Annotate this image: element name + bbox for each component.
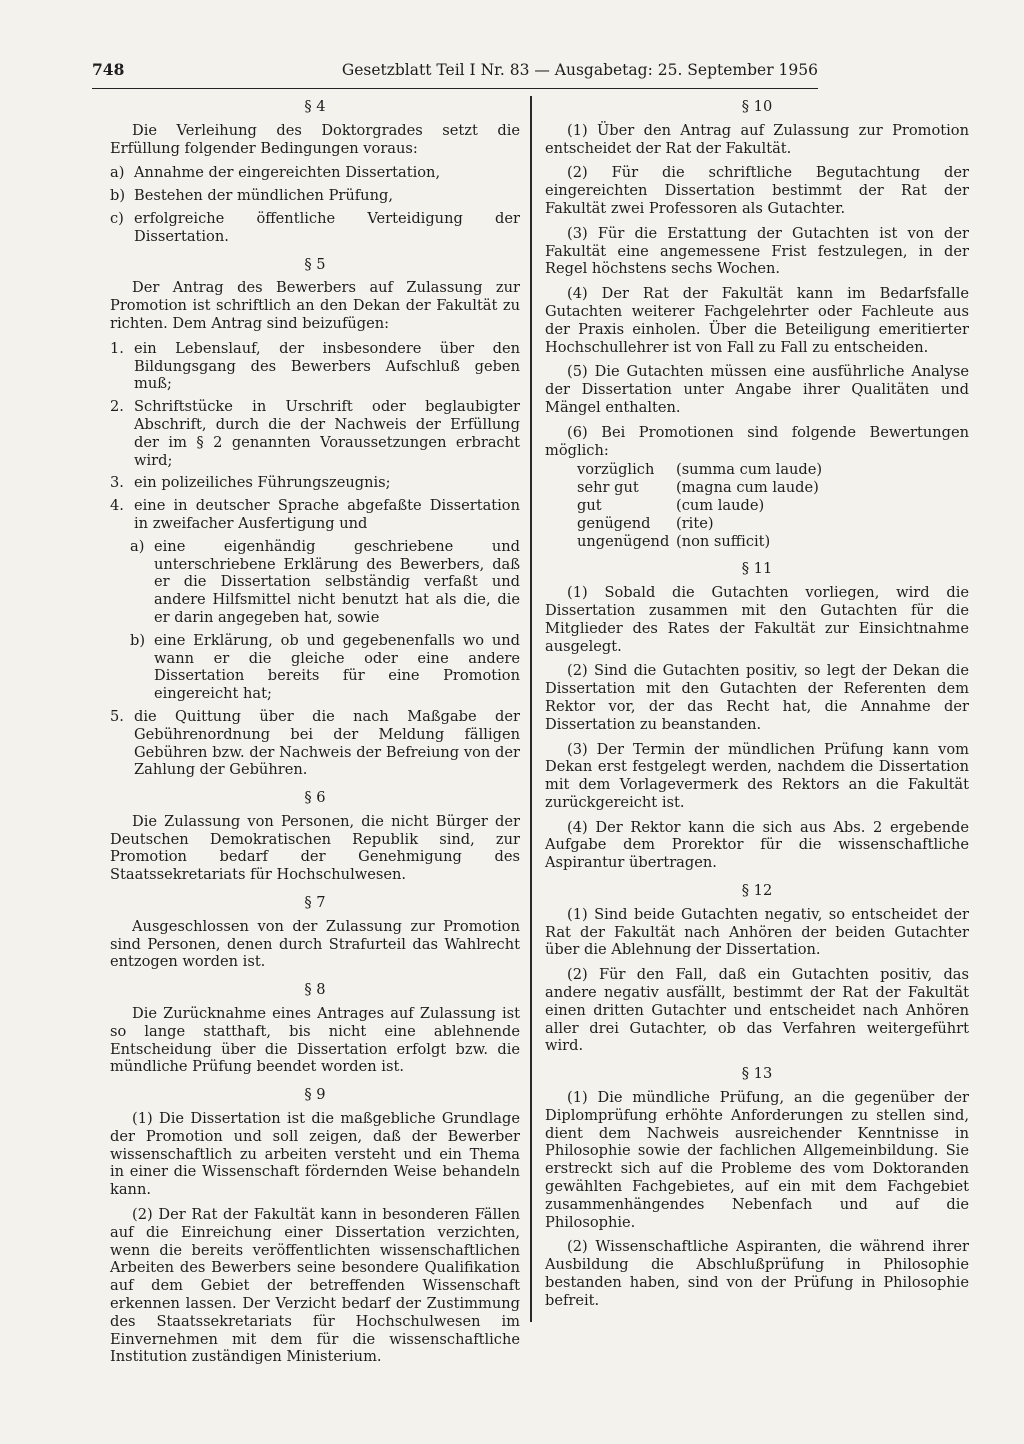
list-item: a) Annahme der eingereichten Dissertation,: [110, 164, 441, 182]
paragraph: Die Verleihung des Doktorgrades setzt die Erfüllung folgender Bedingungen voraus:: [110, 121, 520, 157]
column-divider: [530, 96, 532, 1322]
paragraph: (4) Der Rat der Fakultät kann im Bedarfsfalle Gutachten weiterer Fachgelehrter oder Fachleute aus der Praxis einholen. Über die Beteiligung emeritierter Hochschullehrer ist von Fall zu Fall zu entscheiden.: [545, 285, 969, 356]
paragraph: (2) Wissenschaftliche Aspiranten, die während ihrer Ausbildung die Abschlußprüfung in Philosophie bestanden haben, sind von der Prüfung in Philosophie befreit.: [545, 1238, 969, 1309]
table-row: sehr gut (magna cum laude): [577, 479, 819, 497]
paragraph: (6) Bei Promotionen sind folgende Bewertungen möglich:: [545, 423, 969, 459]
page-header: [92, 58, 818, 89]
list-item: b) Bestehen der mündlichen Prüfung,: [110, 187, 393, 205]
section-heading: § 8: [304, 981, 326, 999]
gazette-title: Gesetzblatt Teil I Nr. 83 — Ausgabetag: 25. September 1956: [341, 61, 818, 79]
table-row: gut (cum laude): [577, 496, 765, 514]
list-item: c) erfolgreiche öffentliche Verteidigung der Dissertation.: [110, 209, 520, 245]
list-item: 1. ein Lebenslauf, der insbesondere über den Bildungsgang des Bewerbers Aufschluß geben muß;: [110, 339, 520, 393]
list-item: 4. eine in deutscher Sprache abgefaßte Dissertation in zweifacher Ausfertigung und: [110, 497, 520, 532]
paragraph: (2) Sind die Gutachten positiv, so legt der Dekan die Dissertation mit den Gutachten der Referenten dem Rektor vor, der das Recht hat, die Annahme der Dissertation zu beanstanden.: [545, 662, 969, 733]
grade-table: [577, 461, 822, 550]
paragraph: (3) Der Termin der mündlichen Prüfung kann vom Dekan erst festgelegt werden, nachdem die Dissertation mit dem Vorlagevermerk des Rektors an die Fakultät zurückgereicht ist.: [545, 740, 969, 811]
paragraph: (4) Der Rektor kann die sich aus Abs. 2 ergebende Aufgabe dem Prorektor für die wissenschaftliche Aspirantur übertragen.: [545, 818, 969, 872]
section-heading: § 9: [304, 1086, 326, 1104]
paragraph: Die Zurücknahme eines Antrages auf Zulassung ist so lange statthaft, bis nicht eine ablehnende Entscheidung über die Dissertation erfolgt bzw. die mündliche Prüfung beendet worden ist.: [110, 1005, 520, 1076]
paragraph: (2) Für den Fall, daß ein Gutachten positiv, das andere negativ ausfällt, bestimmt der Rat der Fakultät einen dritten Gutachter und entscheidet nach Anhören aller drei Gutachter, ob das Verfahren weitergeführt wird.: [545, 966, 969, 1055]
list-subitem: b) eine Erklärung, ob und gegebenenfalls wo und wann er die gleiche oder eine andere Dissertation bereits für eine Promotion eingereicht hat;: [130, 631, 520, 703]
paragraph: Der Antrag des Bewerbers auf Zulassung zur Promotion ist schriftlich an den Dekan der Fakultät zu richten. Dem Antrag sind beizufügen:: [110, 279, 520, 332]
paragraph: Die Zulassung von Personen, die nicht Bürger der Deutschen Demokratischen Republik sind, zur Promotion bedarf der Genehmigung des Staatssekretariats für Hochschulwesen.: [110, 812, 520, 884]
paragraph: (2) Der Rat der Fakultät kann in besonderen Fällen auf die Einreichung einer Dissertation verzichten, wenn die bereits veröffentlichten wissenschaftlichen Arbeiten des Bewerbers seine besondere Qualifikation auf dem Gebiet der betreffenden Wissenschaft erkennen lassen. Der Verzicht bedarf der Zustimmung des Staatssekretariats für Hochschulwesen im Einvernehmen mit dem für die wissenschaftliche Institution zuständigen Ministerium.: [110, 1206, 520, 1366]
list-item: 3. ein polizeiliches Führungszeugnis;: [110, 474, 391, 492]
section-heading: § 12: [741, 882, 773, 900]
section-heading: § 10: [741, 98, 773, 115]
right-column: [545, 98, 969, 1317]
paragraph: (5) Die Gutachten müssen eine ausführliche Analyse der Dissertation unter Angabe ihrer Qualitäten und Mängel enthalten.: [545, 363, 969, 416]
section-heading: § 4: [304, 98, 326, 115]
section-heading: § 7: [304, 894, 326, 912]
paragraph: (1) Sind beide Gutachten negativ, so entscheidet der Rat der Fakultät nach Anhören der beiden Gutachter über die Ablehnung der Dissertation.: [545, 905, 969, 959]
paragraph: (1) Die Dissertation ist die maßgebliche Grundlage der Promotion und soll zeigen, daß der Bewerber wissenschaftlich zu arbeiten versteht und ein Thema in einer die Wissenschaft fördernden Weise behandeln kann.: [110, 1110, 520, 1199]
list-item: 5. die Quittung über die nach Maßgabe der Gebührenordnung bei der Meldung fälligen Gebühren bzw. der Nachweis der Befreiung von der Zahlung der Gebühren.: [110, 707, 520, 779]
paragraph: Ausgeschlossen von der Zulassung zur Promotion sind Personen, denen durch Strafurteil das Wahlrecht entzogen worden ist.: [110, 917, 520, 971]
page-number: 748: [92, 60, 125, 79]
table-row: ungenügend (non sufficit): [577, 532, 771, 550]
section-heading: § 11: [741, 560, 773, 578]
left-column: [110, 98, 520, 1373]
paragraph: (3) Für die Erstattung der Gutachten ist von der Fakultät eine angemessene Frist festzulegen, in der Regel höchstens sechs Wochen.: [545, 224, 969, 278]
paragraph: (1) Sobald die Gutachten vorliegen, wird die Dissertation zusammen mit den Gutachten für die Mitglieder des Rates der Fakultät zur Einsichtnahme ausgelegt.: [545, 584, 969, 655]
section-heading: § 5: [304, 255, 326, 273]
list-item: 2. Schriftstücke in Urschrift oder beglaubigter Abschrift, durch die der Nachweis der Erfüllung der im § 2 genannten Voraussetzungen erbracht wird;: [110, 398, 520, 469]
section-heading: § 13: [741, 1065, 773, 1083]
paragraph: (1) Die mündliche Prüfung, an die gegenüber der Diplomprüfung erhöhte Anforderungen zu stellen sind, dient dem Nachweis ausreichender Kenntnisse in Philosophie sowie der fachlichen Allgemeinbildung. Sie erstreckt sich auf die Probleme des vom Doktoranden gewählten Fachgebietes, auf ein mit dem Fachgebiet zusammenhängendes Nebenfach und auf die Philosophie.: [545, 1089, 969, 1231]
list-subitem: a) eine eigenhändig geschriebene und unterschriebene Erklärung des Bewerbers, daß er die Dissertation selbständig verfaßt und andere Hilfsmittel nicht benutzt hat als die, die er darin angegeben hat, sowie: [130, 537, 520, 626]
paragraph: (1) Über den Antrag auf Zulassung zur Promotion entscheidet der Rat der Fakultät.: [545, 121, 969, 157]
table-row: vorzüglich (summa cum laude): [577, 461, 823, 479]
table-row: genügend (rite): [577, 514, 714, 532]
section-heading: § 6: [304, 789, 326, 807]
paragraph: (2) Für die schriftliche Begutachtung der eingereichten Dissertation bestimmt der Rat der Fakultät zwei Professoren als Gutachter.: [545, 164, 969, 217]
